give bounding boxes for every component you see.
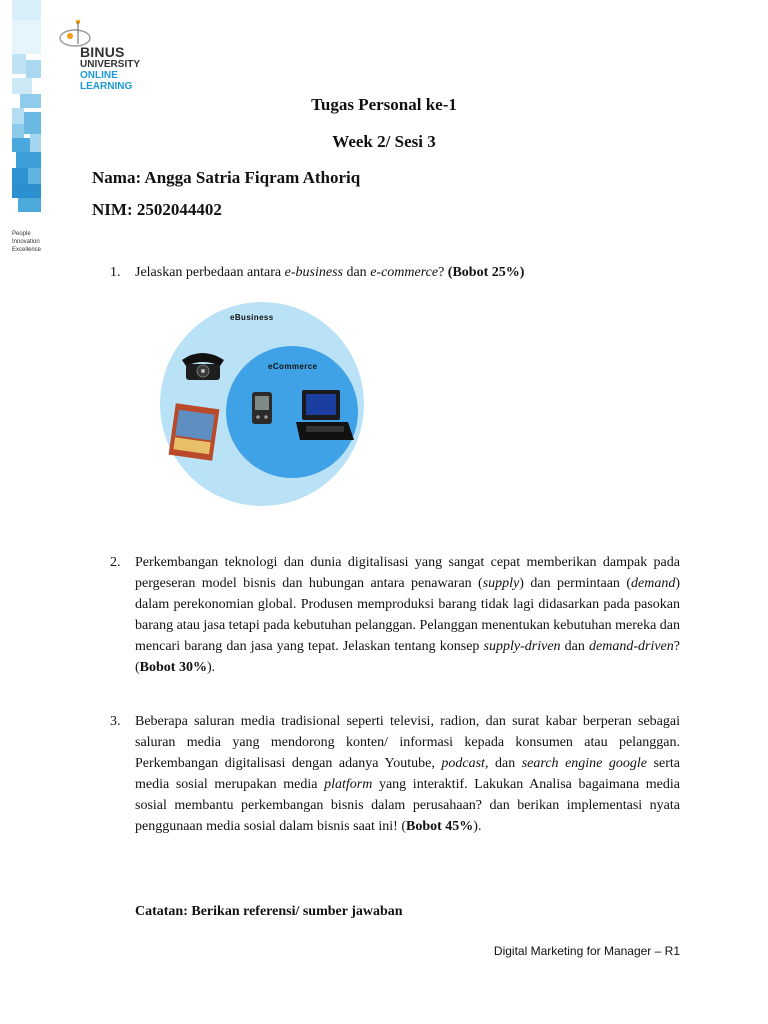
question-text-run: supply-driven [483,639,561,654]
question-text-run: ? ( [135,639,680,675]
question-text-run: demand-driven [589,639,674,654]
question-text-run: , dan [484,756,522,771]
question-text-run: ). [473,819,482,834]
student-nim: NIM: 2502044402 [92,200,222,219]
question-text-run: Bobot 30% [139,660,207,675]
pda-icon [252,392,272,424]
logo-online: ONLINE [80,70,118,81]
question-text-run: yang interaktif. Lakukan Analisa bagaimana media sosial membantu perkembangan bisnis dalam perusahaan? dan berikan implementasi nyata penggunaan media sosial dalam bisnis saat ini! ( [135,777,681,834]
page-footer: Digital Marketing for Manager – R1 [493,944,680,958]
question-text-run: Jelaskan perbedaan antara [135,265,285,280]
ebusiness-ecommerce-diagram [160,300,365,508]
question-number: 3. [110,714,121,729]
question-text [135,552,680,678]
question-3 [110,711,680,837]
question-text-run: dan [560,639,590,654]
question-2 [110,552,680,678]
question-text-run: Perkembangan teknologi dan dunia digitalisasi yang sangat cepat memberikan dampak pada pergeseran model bisnis dan hubungan antara penawaran ( [135,555,680,591]
logo-tagline [12,230,41,254]
question-text-run: dan [342,265,371,280]
question-text-run: e-business [284,265,343,280]
question-1 [110,262,680,283]
question-text-run: demand [631,576,676,591]
question-text [135,711,680,837]
logo-brand: BINUS [80,44,125,60]
student-name: Nama: Angga Satria Fiqram Athoriq [92,168,361,187]
question-text-run: podcast [441,756,485,771]
question-number: 1. [110,265,121,280]
tagline-line: Excellence [12,247,42,253]
session-label: Week 2/ Sesi 3 [332,132,436,151]
question-text-run: supply [482,576,520,591]
tagline-line: People [12,231,31,237]
magazine-icon [169,403,220,461]
logo-university: UNIVERSITY [80,59,141,70]
ebusiness-label: eBusiness [230,313,274,322]
answer-note: Catatan: Berikan referensi/ sumber jawaban [135,904,403,919]
document-title: Tugas Personal ke-1 [311,95,457,114]
question-text-run: Bobot 45% [406,819,474,834]
question-text-run: e-commerce [370,265,439,280]
question-text-run: platform [324,777,373,792]
question-text-run: ) dalam perekonomian global. Produsen memproduksi barang tidak lagi didasarkan pada pasokan barang atau jasa tetapi pada kebutuhan pelanggan. Pelanggan menentukan kebutuhan mereka dan mencari barang dan jasa yang tepat. Jelaskan tentang konsep [135,576,681,654]
tagline-line: Innovation [12,239,40,245]
logo-learning: LEARNING [80,81,133,92]
question-text-run: (Bobot 25%) [447,265,525,280]
telephone-icon [182,353,224,380]
question-text-run: Beberapa saluran media tradisional seperti televisi, radion, dan surat kabar berperan sebagai saluran media yang mendorong konten/ informasi kepada konsumen atau pelanggan. Perkembangan digitalisasi dengan adanya Youtube, [135,714,680,771]
logo-wordmark [80,45,140,92]
question-number: 2. [110,555,121,570]
ecommerce-label: eCommerce [268,362,318,371]
question-text-run: serta media sosial merupakan media [135,756,680,792]
binus-logo [52,14,162,94]
question-text [135,262,680,283]
question-text-run: ) dan permintaan ( [519,576,631,591]
question-text-run: ). [206,660,216,675]
question-text-run: search engine google [521,756,648,771]
question-text-run: ? [438,265,448,280]
